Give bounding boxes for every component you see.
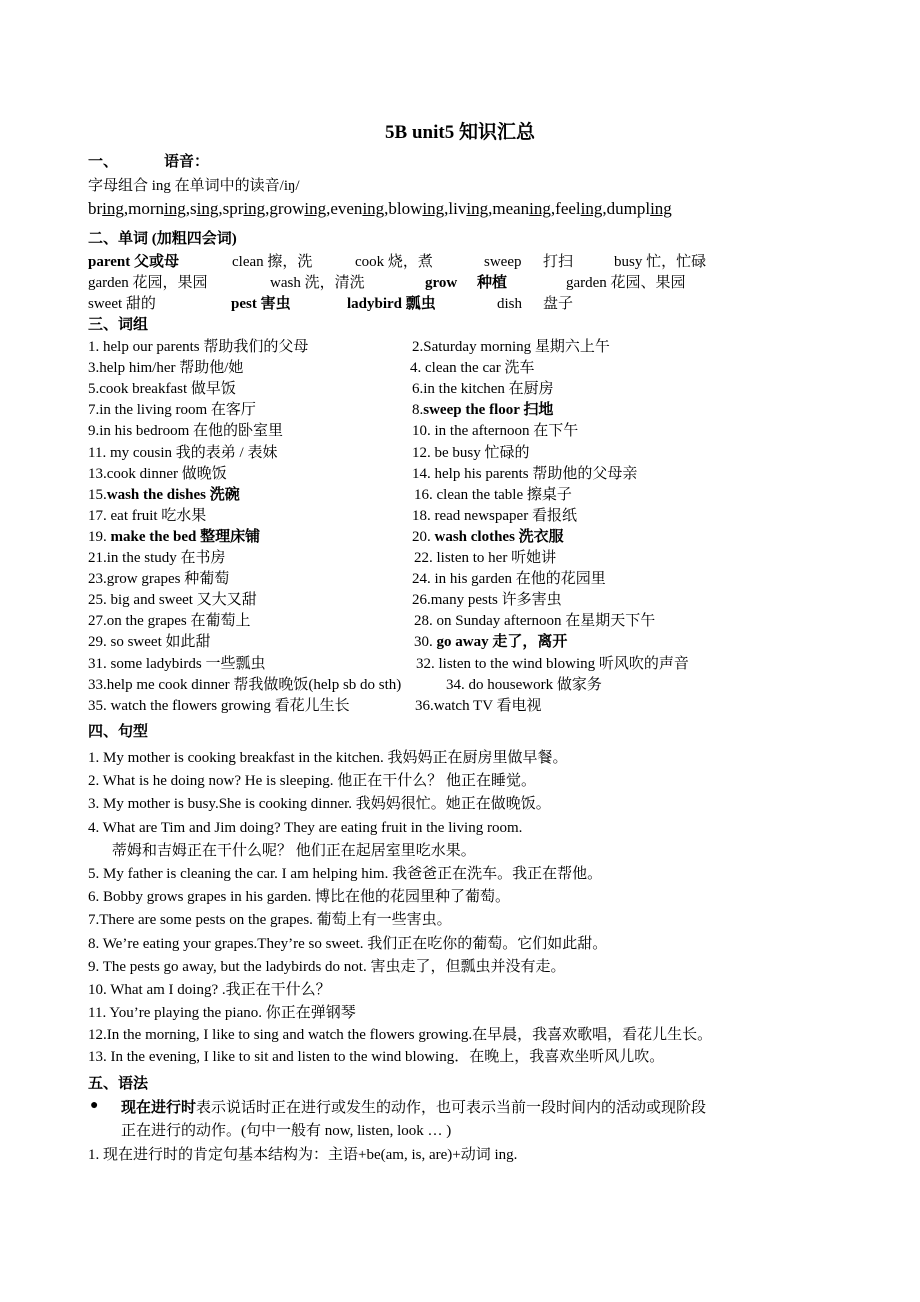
phrase-text: 11. my cousin 我的表弟 / 表妹 [88,444,278,461]
phrase-text: 33.help me cook dinner 帮我做晚饭(help sb do sth) [88,676,402,693]
phrase-text: 1. help our parents 帮助我们的父母 [88,339,309,355]
phrase-text: 14. help his parents 帮助他的父母亲 [412,465,638,482]
grammar-desc-1: 表示说话时正在进行或发生的动作，也可表示当前一段时间内的活动或现阶段 [196,1100,707,1116]
phrase-right [412,400,553,420]
sentence-line: 6. Bobby grows grapes in his garden. 博比在他的花园里种了葡萄。 [88,889,511,905]
ing-word-separator: , [550,199,556,218]
word-grow: grow [425,275,458,291]
phrase-text: 35. watch the flowers growing 看花儿生长 [88,697,350,714]
sentence-line: 2. What is he doing now? He is sleeping. 他正在干什么？ 他正在睡觉。 [88,773,537,789]
phrase-text: 8. [412,402,424,419]
phrase-left [88,611,250,631]
ing-word [607,199,672,218]
word-busy: busy 忙，忙碌 [614,254,707,270]
ing-word-separator: , [265,199,270,218]
sentence-line: 12.In the morning, I like to sing and watch the flowers growing.在早晨，我喜欢歌唱，看花儿生长。 [88,1027,713,1043]
phrase-right [412,527,564,547]
phrase-left [88,358,243,378]
ing-word [555,199,606,218]
ing-word-separator: , [218,199,223,218]
section-1-title: 语音： [164,154,210,170]
phrase-left [88,485,240,505]
phrase-text: 27.on the grapes 在葡萄上 [88,613,251,630]
phrase-left [88,527,260,547]
phrase-bold: wash clothes 洗衣服 [434,528,564,545]
ing-suffix: ing [650,199,672,218]
word-sweep: sweep [484,254,522,270]
phrase-text: 25. big and sweet 又大又甜 [88,592,257,609]
word-sweet: sweet 甜的 [88,296,156,312]
phrase-text: 7.in the living room 在客厅 [88,402,256,419]
ing-suffix: ing [580,199,603,218]
ing-word [492,199,555,218]
word-sweep-meaning: 打扫 [543,254,574,270]
phrase-right [412,443,530,463]
section-4-heading: 四、句型 [88,724,149,740]
sentence-line: 4. What are Tim and Jim doing? They are eating fruit in the living room. [88,820,523,836]
phrase-text: 22. listen to her 听她讲 [414,550,557,566]
grammar-item-1: 1. 现在进行时的肯定句基本结构为：主语+be(am, is, are)+动词 ing. [88,1147,518,1163]
sentence-line: 7.There are some pests on the grapes. 葡萄上有一些害虫。 [88,912,452,928]
section-2-heading: 二、单词 (加粗四会词) [88,231,237,247]
word-grow-meaning: 种植 [477,275,508,291]
ing-word [388,199,448,218]
phrase-text: 28. on Sunday afternoon 在星期天下午 [414,613,656,630]
phrase-text: 32. listen to the wind blowing 听风吹的声音 [416,655,689,672]
ing-word-stem: morn [128,199,165,218]
phrase-text: 19. [88,528,111,545]
ing-word-stem: s [190,199,197,218]
sentence-line: 蒂姆和吉姆正在干什么呢？ 他们正在起居室里吃水果。 [112,843,476,859]
ing-word-stem: liv [448,199,467,218]
ing-word [190,199,223,218]
phrase-right [412,379,554,399]
phrase-left [88,548,226,568]
phrase-text: 5.cook breakfast 做早饭 [88,381,236,398]
phrase-left [88,421,283,441]
phrase-text: 18. read newspaper 看报纸 [412,507,577,524]
grammar-desc-2: 正在进行的动作。(句中一般有 now, listen, look … ) [121,1123,452,1139]
phrase-bold: wash the dishes 洗碗 [106,486,240,503]
phrase-right [410,358,535,378]
ing-word [128,199,190,218]
phrase-text: 17. eat fruit 吃水果 [88,507,207,524]
phrase-left [88,337,308,357]
ing-word-stem: mean [492,199,530,218]
ing-word [88,199,128,218]
ing-word [269,199,330,218]
word-dish: dish [497,296,523,312]
ing-word-separator: , [444,199,449,218]
phrase-right [412,337,610,357]
ing-suffix: ing [466,199,489,218]
sentence-line: 8. We’re eating your grapes.They’re so sweet. 我们正在吃你的葡萄。它们如此甜。 [88,936,608,952]
word-wash: wash 洗，清洗 [270,275,365,291]
ing-suffix: ing [529,199,551,218]
ing-word-separator: , [602,199,607,218]
ing-word-separator: , [384,199,389,218]
ing-suffix: ing [196,199,219,218]
phrase-left [88,506,206,526]
sentence-line: 3. My mother is busy.She is cooking dinner. 我妈妈很忙。她正在做晚饭。 [88,796,551,812]
ing-suffix: ing [164,199,186,218]
phrase-left [88,675,401,695]
phrase-right [414,632,567,652]
section-1-number: 一、 [88,154,119,170]
sentence-line: 10. What am I doing? .我正在干什么？ [88,982,331,998]
ing-word-stem: blow [388,199,423,218]
sentence-line: 9. The pests go away, but the ladybirds do not. 害虫走了，但瓢虫并没有走。 [88,959,566,975]
phrase-text: 9.in his bedroom 在他的卧室里 [88,423,283,440]
phrase-text: 34. do housework 做家务 [446,676,602,693]
phrase-left [88,590,257,610]
phrase-text: 24. in his garden 在他的花园里 [412,571,606,588]
phrase-left [88,464,227,484]
phrase-left [88,379,236,399]
ing-word-separator: , [326,199,331,218]
phrase-text: 2.Saturday morning 星期六上午 [412,339,610,355]
word-garden: garden 花园，果园 [88,275,208,291]
word-garden-2: garden 花园、果园 [566,275,686,291]
phrase-right [414,485,572,505]
ing-suffix: ing [243,199,266,218]
phrase-text: 16. clean the table 擦桌子 [414,486,572,503]
phrase-right [416,654,689,674]
ing-rule: 字母组合 ing 在单词中的读音/iŋ/ [88,178,300,194]
phrase-right [415,696,542,716]
ing-word-stem: dumpl [606,199,651,218]
section-3-heading: 三、词组 [88,317,149,333]
ing-word-stem: even [330,199,363,218]
phrase-text: 20. [412,528,435,545]
phrase-text: 3.help him/her 帮助他/她 [88,360,244,377]
phrase-left [88,632,211,652]
word-dish-meaning: 盘子 [543,296,574,312]
phrase-right [414,548,556,568]
phrase-text: 15. [88,486,107,503]
word-cook: cook 烧，煮 [355,254,433,270]
ing-word-separator: , [123,199,129,218]
ing-suffix: ing [422,199,445,218]
ing-word-stem: br [88,199,103,218]
phrase-text: 26.many pests 许多害虫 [412,592,562,609]
phrase-bold: make the bed 整理床铺 [110,528,261,545]
grammar-term: 现在进行时 [121,1100,197,1116]
ing-word-separator: , [185,199,191,218]
ing-suffix: ing [304,199,327,218]
phrase-left [88,654,266,674]
ing-word-separator: , [488,199,493,218]
phrase-bold: sweep the floor 扫地 [423,402,554,419]
ing-suffix: ing [362,199,385,218]
section-5-heading: 五、语法 [88,1076,149,1092]
word-clean: clean 擦，洗 [232,254,313,270]
phrase-right [412,506,577,526]
ing-word-list [88,199,672,219]
section-1-heading [88,152,209,172]
page-title: 5B unit5 知识汇总 [385,122,535,143]
phrase-left [88,696,350,716]
ing-word-stem: feel [555,199,581,218]
phrase-bold: go away 走了，离开 [436,634,568,651]
sentence-line: 1. My mother is cooking breakfast in the kitchen. 我妈妈正在厨房里做早餐。 [88,750,568,766]
phrase-text: 4. clean the car 洗车 [410,360,535,377]
word-pest: pest 害虫 [231,296,291,312]
ing-suffix: ing [102,199,124,218]
phrase-text: 30. [414,634,437,651]
phrase-right [446,675,602,695]
phrase-right [412,464,637,484]
phrase-left [88,569,229,589]
sentence-line: 5. My father is cleaning the car. I am helping him. 我爸爸正在洗车。我正在帮他。 [88,866,603,882]
phrase-left [88,400,256,420]
bullet-icon: ● [90,1098,99,1113]
phrase-text: 36.watch TV 看电视 [415,697,542,714]
phrase-text: 10. in the afternoon 在下午 [412,423,579,440]
word-ladybird: ladybird 瓢虫 [347,296,436,312]
phrase-text: 29. so sweet 如此甜 [88,634,211,651]
word-parent: parent 父或母 [88,254,179,270]
grammar-definition [121,1098,706,1118]
ing-word-stem: grow [269,199,305,218]
phrase-text: 21.in the study 在书房 [88,550,226,566]
phrase-left [88,443,277,463]
sentence-line: 11. You’re playing the piano. 你正在弹钢琴 [88,1005,356,1021]
phrase-text: 12. be busy 忙碌的 [412,444,530,461]
ing-word [330,199,388,218]
sentence-line: 13. In the evening, I like to sit and listen to the wind blowing．在晚上，我喜欢坐听风儿吹。 [88,1049,665,1065]
phrase-text: 13.cook dinner 做晚饭 [88,465,227,482]
ing-word [223,199,270,218]
phrase-right [412,590,562,610]
ing-word-stem: spr [222,199,244,218]
phrase-text: 6.in the kitchen 在厨房 [412,381,554,398]
phrase-right [412,421,578,441]
phrase-right [412,569,606,589]
phrase-text: 31. some ladybirds 一些瓢虫 [88,655,266,672]
ing-word [448,199,492,218]
phrase-text: 23.grow grapes 种葡萄 [88,571,230,588]
phrase-right [414,611,655,631]
